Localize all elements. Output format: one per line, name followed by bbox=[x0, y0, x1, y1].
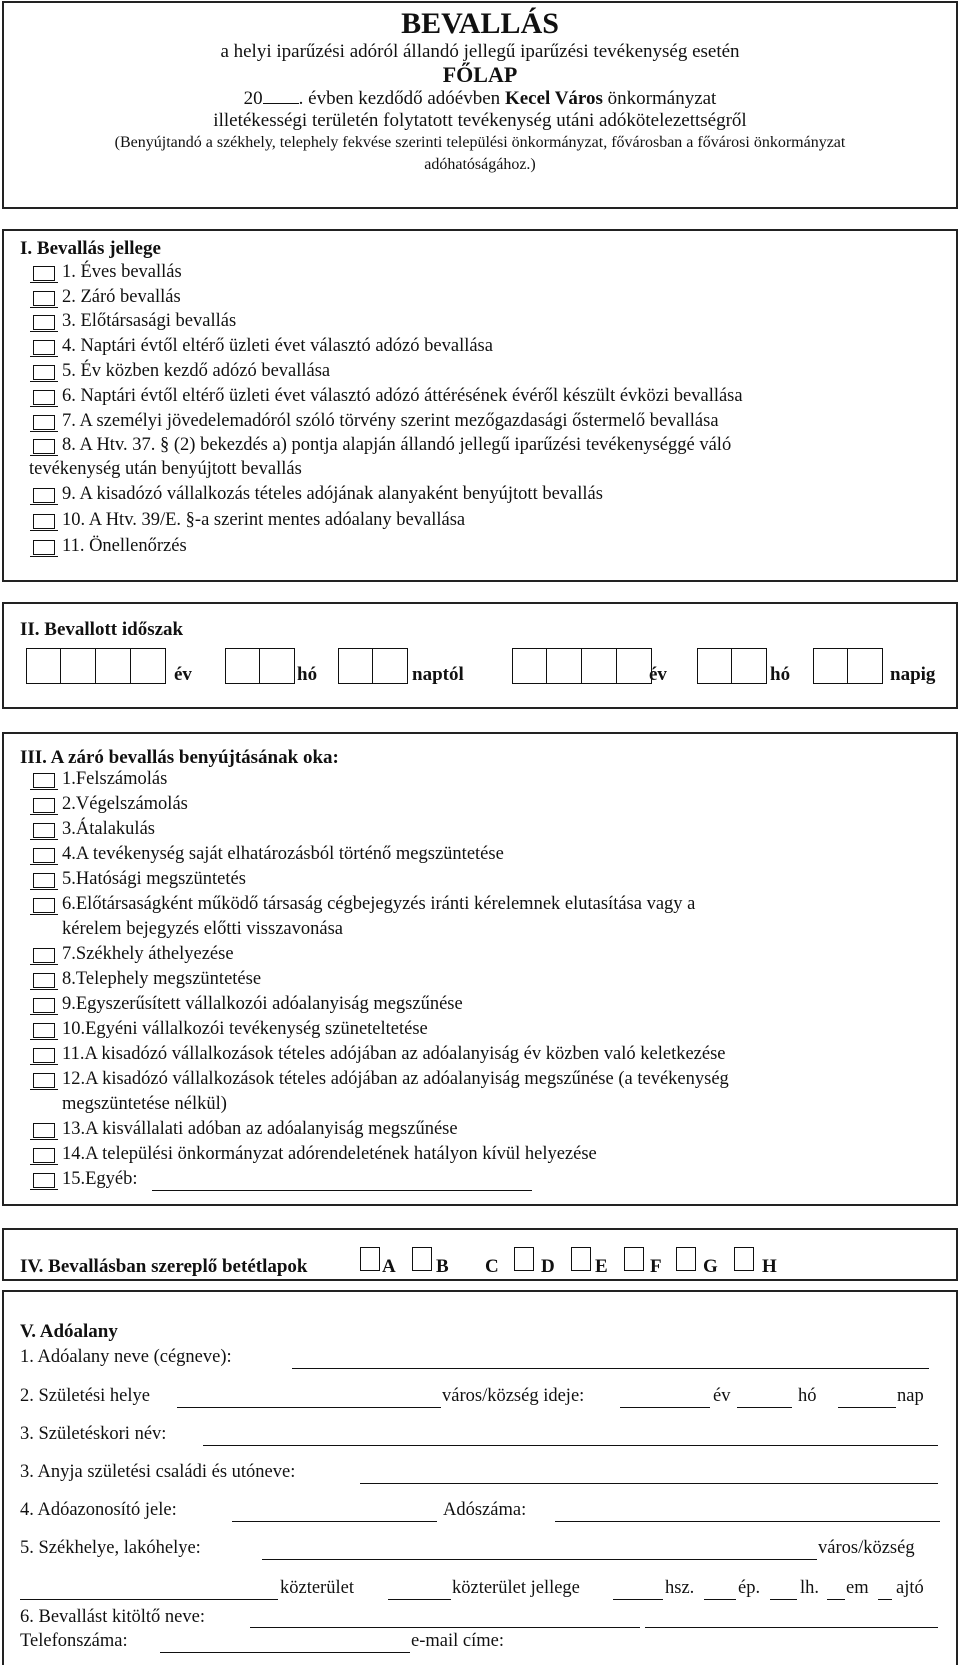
birth-day-field[interactable] bbox=[838, 1407, 896, 1408]
phone-field[interactable] bbox=[160, 1652, 410, 1653]
sheet-b-label: B bbox=[436, 1256, 449, 1277]
checkbox-htv37[interactable] bbox=[33, 439, 55, 454]
reason-kata-end: 12.A kisadózó vállalkozások tételes adójában az adóalanyiság megszűnése (a tevékenység bbox=[62, 1069, 729, 1089]
reason-other-field[interactable] bbox=[152, 1190, 532, 1191]
checkbox-registration-rejected[interactable] bbox=[33, 898, 55, 913]
sheet-b-checkbox[interactable] bbox=[412, 1247, 432, 1271]
option-self-revision: 11. Önellenőrzés bbox=[62, 536, 187, 556]
checkbox-fiscal-year[interactable] bbox=[33, 340, 55, 355]
taxpayer-name-field[interactable] bbox=[292, 1368, 812, 1369]
birth-day-label: nap bbox=[897, 1386, 924, 1406]
checkbox-authority-termination[interactable] bbox=[33, 873, 55, 888]
sheet-a-label: A bbox=[382, 1256, 396, 1277]
tax-number-label: Adószáma: bbox=[443, 1500, 527, 1520]
reason-transformation: 3.Átalakulás bbox=[62, 819, 155, 839]
period-to-day-label: napig bbox=[890, 664, 936, 685]
street-type-label: közterület jellege bbox=[452, 1578, 580, 1598]
option-pre-company: 3. Előtársasági bevallás bbox=[62, 311, 237, 331]
checkbox-decree-repeal[interactable] bbox=[33, 1148, 55, 1163]
option-final: 2. Záró bevallás bbox=[62, 287, 181, 307]
reason-registration-rejected-cont: kérelem bejegyzés előtti visszavonása bbox=[62, 919, 343, 939]
authority-suffix: önkormányzat bbox=[607, 88, 717, 109]
form-title: BEVALLÁS bbox=[401, 7, 559, 40]
submission-note-cont: adóhatóságához.) bbox=[424, 156, 536, 173]
mother-name-field[interactable] bbox=[360, 1483, 938, 1484]
checkbox-kiva-end[interactable] bbox=[33, 1123, 55, 1138]
reason-dissolution: 2.Végelszámolás bbox=[62, 794, 188, 814]
option-midyear-start: 5. Év közben kezdő adózó bevallása bbox=[62, 361, 331, 381]
birth-year-field[interactable] bbox=[620, 1407, 710, 1408]
birth-place-field-2[interactable] bbox=[385, 1407, 441, 1408]
tax-id-label: 4. Adóazonosító jele: bbox=[20, 1500, 177, 1520]
authority-name: Kecel Város bbox=[504, 88, 603, 109]
mother-name-label: 3. Anyja születési családi és utóneve: bbox=[20, 1462, 296, 1482]
reason-eva-end: 9.Egyszerűsített vállalkozói adóalanyiság megszűnése bbox=[62, 994, 463, 1014]
tax-number-field-2[interactable] bbox=[755, 1521, 940, 1522]
submission-note: (Benyújtandó a székhely, telephely fekvése szerinti települési önkormányzat, fővárosban a fővárosi önkormányzat bbox=[114, 134, 846, 151]
sheet-g-checkbox[interactable] bbox=[676, 1247, 696, 1271]
sheet-g-label: G bbox=[703, 1256, 718, 1277]
checkbox-exempt[interactable] bbox=[33, 514, 55, 529]
building-field[interactable] bbox=[704, 1599, 736, 1600]
taxpayer-name-label: 1. Adóalany neve (cégneve): bbox=[20, 1347, 232, 1367]
checkbox-dissolution[interactable] bbox=[33, 798, 55, 813]
period-to-year-label: év bbox=[649, 664, 667, 685]
door-label: ajtó bbox=[896, 1578, 924, 1598]
filler-name-label: 6. Bevallást kitöltő neve: bbox=[20, 1607, 205, 1627]
checkbox-eva-end[interactable] bbox=[33, 998, 55, 1013]
birth-name-label: 3. Születéskori név: bbox=[20, 1424, 167, 1444]
option-fiscal-year: 4. Naptári évtől eltérő üzleti évet választó adózó bevallása bbox=[62, 336, 493, 356]
checkbox-transition[interactable] bbox=[33, 390, 55, 405]
year-prefix: 20 bbox=[243, 88, 263, 109]
filler-name-field[interactable] bbox=[250, 1627, 640, 1628]
house-number-field[interactable] bbox=[613, 1599, 663, 1600]
period-from-day-boxes[interactable] bbox=[338, 648, 408, 684]
header-box bbox=[2, 1, 958, 209]
reason-kata-start: 11.A kisadózó vállalkozások tételes adójában az adóalanyiság év közben való keletkezése bbox=[62, 1044, 726, 1064]
sheet-d-label: D bbox=[541, 1256, 555, 1277]
birth-date-label: város/község ideje: bbox=[442, 1386, 585, 1406]
year-blank[interactable] bbox=[263, 87, 299, 104]
birth-place-label: 2. Születési helye bbox=[20, 1386, 150, 1406]
staircase-field[interactable] bbox=[770, 1599, 797, 1600]
reason-kiva-end: 13.A kisvállalati adóban az adóalanyiság megszűnése bbox=[62, 1119, 458, 1139]
checkbox-suspension[interactable] bbox=[33, 1023, 55, 1038]
form-subtitle: a helyi iparűzési adóról állandó jellegű iparűzési tevékenység esetén bbox=[220, 41, 740, 62]
tax-number-field[interactable] bbox=[555, 1521, 755, 1522]
birth-year-label: év bbox=[713, 1386, 731, 1406]
reason-other: 15.Egyéb: bbox=[62, 1169, 138, 1189]
phone-label: Telefonszáma: bbox=[20, 1631, 128, 1651]
seat-label: 5. Székhelye, lakóhelye: bbox=[20, 1538, 201, 1558]
option-htv37: 8. A Htv. 37. § (2) bekezdés a) pontja alapján állandó jellegű iparűzési tevékenységgé váló bbox=[62, 435, 732, 455]
option-farmer: 7. A személyi jövedelemadóról szóló törvény szerint mezőgazdasági őstermelő bevallása bbox=[62, 411, 719, 431]
option-htv37-cont: tevékenység után benyújtott bevallás bbox=[29, 459, 302, 479]
street-label: közterület bbox=[280, 1578, 354, 1598]
period-from-month-boxes[interactable] bbox=[225, 648, 295, 684]
floor-field[interactable] bbox=[827, 1599, 845, 1600]
sheet-c-label: C bbox=[485, 1256, 499, 1277]
street-type-field[interactable] bbox=[388, 1599, 451, 1600]
period-from-day-label: naptól bbox=[412, 664, 464, 685]
period-to-month-label: hó bbox=[770, 664, 791, 685]
street-field[interactable] bbox=[20, 1599, 245, 1600]
house-number-label: hsz. bbox=[665, 1578, 695, 1598]
section3-title: III. A záró bevallás benyújtásának oka: bbox=[20, 747, 339, 768]
jurisdiction-line: illetékességi területén folytatott tevékenység utáni adókötelezettségről bbox=[213, 110, 747, 131]
checkbox-farmer[interactable] bbox=[33, 415, 55, 430]
birth-month-label: hó bbox=[798, 1386, 817, 1406]
reason-authority-termination: 5.Hatósági megszüntetés bbox=[62, 869, 246, 889]
street-field-2[interactable] bbox=[245, 1599, 278, 1600]
option-kata: 9. A kisadózó vállalkozás tételes adójának alanyaként benyújtott bevallás bbox=[62, 484, 603, 504]
email-label: e-mail címe: bbox=[411, 1631, 504, 1651]
option-exempt: 10. A Htv. 39/E. §-a szerint mentes adóalany bevallása bbox=[62, 510, 466, 530]
birth-place-field[interactable] bbox=[177, 1407, 385, 1408]
building-label: ép. bbox=[738, 1578, 761, 1598]
sheet-name: FŐLAP bbox=[442, 62, 518, 87]
period-from-year-label: év bbox=[174, 664, 192, 685]
birth-month-field[interactable] bbox=[737, 1407, 792, 1408]
checkbox-annual[interactable] bbox=[33, 266, 55, 281]
reason-site-closure: 8.Telephely megszüntetése bbox=[62, 969, 262, 989]
checkbox-midyear-start[interactable] bbox=[33, 365, 55, 380]
checkbox-final[interactable] bbox=[33, 291, 55, 306]
sheet-a-checkbox[interactable] bbox=[360, 1247, 380, 1271]
seat-field[interactable] bbox=[262, 1559, 817, 1560]
section5-title: V. Adóalany bbox=[20, 1321, 118, 1342]
period-from-month-label: hó bbox=[297, 664, 318, 685]
period-to-year-boxes[interactable] bbox=[512, 648, 652, 684]
checkbox-site-closure[interactable] bbox=[33, 973, 55, 988]
staircase-label: lh. bbox=[800, 1578, 820, 1598]
checkbox-pre-company[interactable] bbox=[33, 315, 55, 330]
sheet-e-label: E bbox=[595, 1256, 608, 1277]
tax-year-line bbox=[4, 87, 956, 110]
option-annual: 1. Éves bevallás bbox=[62, 262, 182, 282]
reason-kata-end-cont: megszüntetése nélkül) bbox=[62, 1094, 227, 1114]
checkbox-kata[interactable] bbox=[33, 488, 55, 503]
city-label: város/község bbox=[818, 1538, 915, 1558]
sheet-f-checkbox[interactable] bbox=[624, 1247, 644, 1271]
filler-name-field-2[interactable] bbox=[645, 1627, 938, 1628]
sheet-h-label: H bbox=[762, 1256, 777, 1277]
checkbox-kata-start[interactable] bbox=[33, 1048, 55, 1063]
period-to-day-boxes[interactable] bbox=[813, 648, 883, 684]
checkbox-transformation[interactable] bbox=[33, 823, 55, 838]
reason-decree-repeal: 14.A települési önkormányzat adórendeletének hatályon kívül helyezése bbox=[62, 1144, 597, 1164]
sheet-h-checkbox[interactable] bbox=[734, 1247, 754, 1271]
floor-label: em bbox=[846, 1578, 869, 1598]
checkbox-liquidation[interactable] bbox=[33, 773, 55, 788]
sheet-e-checkbox[interactable] bbox=[571, 1247, 591, 1271]
sheet-f-label: F bbox=[650, 1256, 662, 1277]
tax-id-field[interactable] bbox=[232, 1521, 437, 1522]
reason-registration-rejected: 6.Előtársaságként működő társaság cégbejegyzés iránti kérelemnek elutasítása vagy a bbox=[62, 894, 696, 914]
reason-own-decision: 4.A tevékenység saját elhatározásból történő megszüntetése bbox=[62, 844, 504, 864]
checkbox-self-revision[interactable] bbox=[33, 540, 55, 555]
reason-suspension: 10.Egyéni vállalkozói tevékenység szüneteltetése bbox=[62, 1019, 428, 1039]
birth-name-field[interactable] bbox=[203, 1445, 938, 1446]
checkbox-hq-relocation[interactable] bbox=[33, 948, 55, 963]
year-text: . évben kezdődő adóévben bbox=[298, 88, 501, 109]
checkbox-own-decision[interactable] bbox=[33, 848, 55, 863]
option-transition: 6. Naptári évtől eltérő üzleti évet választó adózó áttérésének évéről készült évközi bevallása bbox=[62, 386, 743, 406]
section2-title: II. Bevallott időszak bbox=[20, 619, 184, 640]
sheet-d-checkbox[interactable] bbox=[514, 1247, 534, 1271]
period-from-year-boxes[interactable] bbox=[26, 648, 166, 684]
section4-title: IV. Bevallásban szereplő betétlapok bbox=[20, 1256, 308, 1277]
reason-liquidation: 1.Felszámolás bbox=[62, 769, 168, 789]
period-to-month-boxes[interactable] bbox=[697, 648, 767, 684]
checkbox-other[interactable] bbox=[33, 1173, 55, 1188]
taxpayer-name-field-2[interactable] bbox=[812, 1368, 929, 1369]
checkbox-kata-end[interactable] bbox=[33, 1073, 55, 1088]
door-field[interactable] bbox=[878, 1599, 892, 1600]
reason-hq-relocation: 7.Székhely áthelyezése bbox=[62, 944, 234, 964]
section1-title: I. Bevallás jellege bbox=[20, 238, 161, 259]
